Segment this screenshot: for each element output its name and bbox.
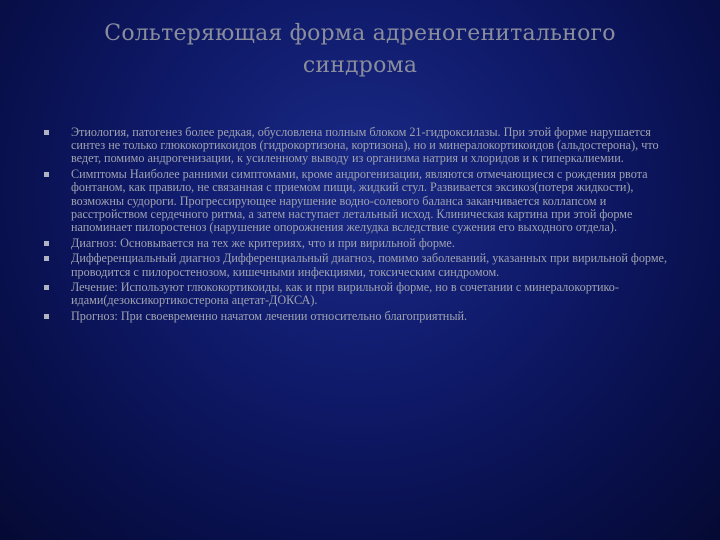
list-item-text: Диагноз: Основывается на тех же критериях, что и при вирильной форме. <box>71 235 455 250</box>
list-item-text: Симптомы Наиболее ранними симптомами, кроме андрогенизации, являются отмечающиеся с рождения рвота фонтаном, как правило, не связанная с приемом пищи, жидкий стул. Развивается эксикоз(потеря жидкости), возможны судороги. Прогрессирующее нарушение водно-солевого баланса заканчивается коллапсом и расстройством сердечного ритма, а затем наступает летальный исход. Клиническая картина при этой форме напоминает пилоростеноз (нарушение опорожнения желудка вследствие сужения его выходного отдела). <box>71 167 648 234</box>
square-bullet-icon <box>44 256 49 261</box>
list-item-text: Этиология, патогенез более редкая, обусловлена полным блоком 21-гидроксилазы. При этой форме нарушается синтез не только глюкокортикоидов (гидрокортизона, кортизона), но и минералокортикоидов (альдостерона), что ведет, помимо андрогенизации, к усиленному выводу из организма натрия и хлоридов и к гиперкалиемии. <box>71 125 659 166</box>
list-item-diagnosis <box>44 237 680 250</box>
list-item-differential-diagnosis <box>44 252 680 278</box>
slide-title-line-1: Сольтеряющая форма адреногенитального <box>104 21 616 46</box>
list-item-text: Прогноз: При своевременно начатом лечении относительно благоприятный. <box>71 309 468 324</box>
list-item-text: Дифференциальный диагноз Дифференциальный диагноз, помимо заболеваний, указанных при вирильной форме, проводится с пилоростенозом, кишечными инфекциями, токсическим синдромом. <box>71 251 668 279</box>
bullet-list <box>44 126 680 326</box>
square-bullet-icon <box>44 285 49 290</box>
square-bullet-icon <box>44 172 49 177</box>
list-item-treatment <box>44 281 680 307</box>
slide-title <box>60 18 660 82</box>
list-item-text: Лечение: Используют глюкокортикоиды, как и при вирильной форме, но в сочетании с минералокортико-идами(дезоксикортикостерона ацетат-ДОКСА). <box>71 280 619 308</box>
slide-title-line-2: синдрома <box>302 53 418 78</box>
list-item-etiology <box>44 126 680 166</box>
square-bullet-icon <box>44 130 49 135</box>
list-item-symptoms <box>44 168 680 234</box>
square-bullet-icon <box>44 241 49 246</box>
square-bullet-icon <box>44 314 49 319</box>
list-item-prognosis <box>44 310 680 323</box>
